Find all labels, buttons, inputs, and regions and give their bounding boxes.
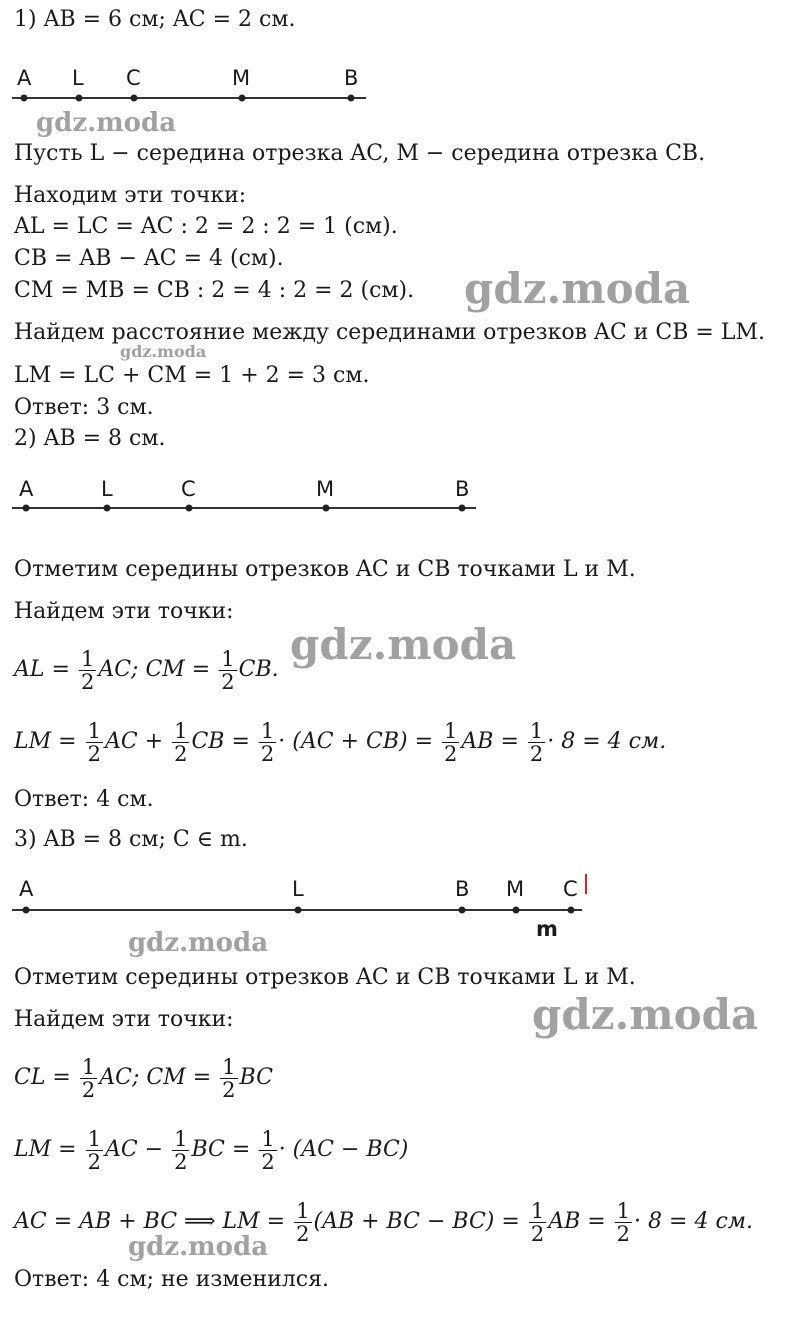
watermark: gdz.moda <box>36 108 177 138</box>
point-l <box>295 907 302 914</box>
point-b <box>459 505 466 512</box>
fraction-half: $\frac{1}{2}$ <box>87 1126 101 1174</box>
point-a <box>23 505 30 512</box>
p1-line1: Пусть L − середина отрезка AC, M − середина отрезка CB. <box>14 141 706 166</box>
p3-line1: Отметим середины отрезков AC и CB точками L и M. <box>14 965 636 990</box>
p1-line6: Найдем расстояние между серединами отрезков AC и CB = LM. <box>14 320 765 345</box>
p1-line3: AL = LC = AC : 2 = 2 : 2 = 1 (см). <box>14 214 398 239</box>
p3-eq1: CL = $\frac{1}{2}$ AC; CM = $\frac{1}{2}$ BC <box>14 1054 273 1102</box>
watermark: gdz.moda <box>128 928 269 958</box>
segment-diagram-2 <box>0 470 798 540</box>
fraction-half: $\frac{1}{2}$ <box>221 646 235 694</box>
p2-eq2: LM = $\frac{1}{2}$ AC + $\frac{1}{2}$ CB = $\frac{1}{2}$ · (AC + CB) = $\frac{1}{2}$ AB = $\frac{1}{2}$ · 8 = 4 см. <box>14 718 667 766</box>
label-a: A <box>19 477 34 501</box>
fraction-half: $\frac{1}{2}$ <box>444 718 458 766</box>
watermark: gdz.moda <box>120 342 207 361</box>
fraction-half: $\frac{1}{2}$ <box>616 1198 631 1246</box>
p3-answer: Ответ: 4 см; не изменился. <box>14 1267 329 1292</box>
point-c <box>186 505 193 512</box>
p2-line2: Найдем эти точки: <box>14 599 234 624</box>
p2-answer: Ответ: 4 см. <box>14 787 154 812</box>
point-b <box>459 907 466 914</box>
p1-line7: LM = LC + CM = 1 + 2 = 3 см. <box>14 363 370 388</box>
fraction-half: $\frac{1}{2}$ <box>530 1198 545 1246</box>
watermark: gdz.moda <box>128 1232 269 1262</box>
p2-line1: Отметим середины отрезков AC и CB точками L и M. <box>14 557 636 582</box>
p3-eq2: LM = $\frac{1}{2}$ AC − $\frac{1}{2}$ BC = $\frac{1}{2}$ · (AC − BC) <box>14 1126 409 1174</box>
label-m: M <box>316 477 335 501</box>
label-a: A <box>17 66 32 90</box>
label-m: M <box>506 877 525 901</box>
point-a <box>23 907 30 914</box>
watermark: gdz.moda <box>532 990 759 1039</box>
part1-header: 1) AB = 6 см; AC = 2 см. <box>14 7 296 32</box>
label-l: L <box>292 877 304 901</box>
fraction-half: $\frac{1}{2}$ <box>529 718 544 766</box>
watermark: gdz.moda <box>464 264 691 313</box>
label-c: C <box>181 477 196 501</box>
p3-eq3: AC = AB + BC ⟹ LM = $\frac{1}{2}$ (AB + BC − BC) = $\frac{1}{2}$ AB = $\frac{1}{2}$ · 8 = 4 см. <box>14 1198 753 1246</box>
point-m <box>323 505 330 512</box>
point-c <box>131 95 138 102</box>
label-c: C <box>563 877 578 901</box>
point-c <box>568 907 575 914</box>
label-b: B <box>455 877 470 901</box>
point-a <box>21 95 28 102</box>
fraction-half: $\frac{1}{2}$ <box>174 1126 188 1174</box>
watermark: gdz.moda <box>290 620 517 669</box>
fraction-half: $\frac{1}{2}$ <box>80 646 95 694</box>
fraction-half: $\frac{1}{2}$ <box>296 1198 310 1246</box>
p1-line5: CM = MB = CB : 2 = 4 : 2 = 2 (см). <box>14 278 415 303</box>
label-b: B <box>344 66 359 90</box>
fraction-half: $\frac{1}{2}$ <box>261 1126 275 1174</box>
part3-header: 3) AB = 8 см; C ∈ m. <box>14 827 248 852</box>
p1-line4: CB = AB − AC = 4 (см). <box>14 246 284 271</box>
fraction-half: $\frac{1}{2}$ <box>260 718 275 766</box>
point-m <box>239 95 246 102</box>
segment-diagram-3 <box>0 866 798 946</box>
fraction-half: $\frac{1}{2}$ <box>222 1054 236 1102</box>
fraction-half: $\frac{1}{2}$ <box>81 1054 96 1102</box>
p3-line2: Найдем эти точки: <box>14 1007 234 1032</box>
label-l: L <box>101 477 113 501</box>
fraction-half: $\frac{1}{2}$ <box>87 718 101 766</box>
label-c: C <box>126 66 141 90</box>
line-label-m: m <box>536 917 558 941</box>
point-m <box>513 907 520 914</box>
point-l <box>104 505 111 512</box>
label-a: A <box>19 877 34 901</box>
p2-eq1: AL = $\frac{1}{2}$ AC; CM = $\frac{1}{2}$ CB. <box>14 646 279 694</box>
point-l <box>76 95 83 102</box>
fraction-half: $\frac{1}{2}$ <box>174 718 188 766</box>
label-m: M <box>232 66 251 90</box>
label-l: L <box>72 66 84 90</box>
p1-answer: Ответ: 3 см. <box>14 395 154 420</box>
point-b <box>348 95 355 102</box>
part2-header: 2) AB = 8 см. <box>14 426 166 451</box>
p1-line2: Находим эти точки: <box>14 183 247 208</box>
label-b: B <box>455 477 470 501</box>
